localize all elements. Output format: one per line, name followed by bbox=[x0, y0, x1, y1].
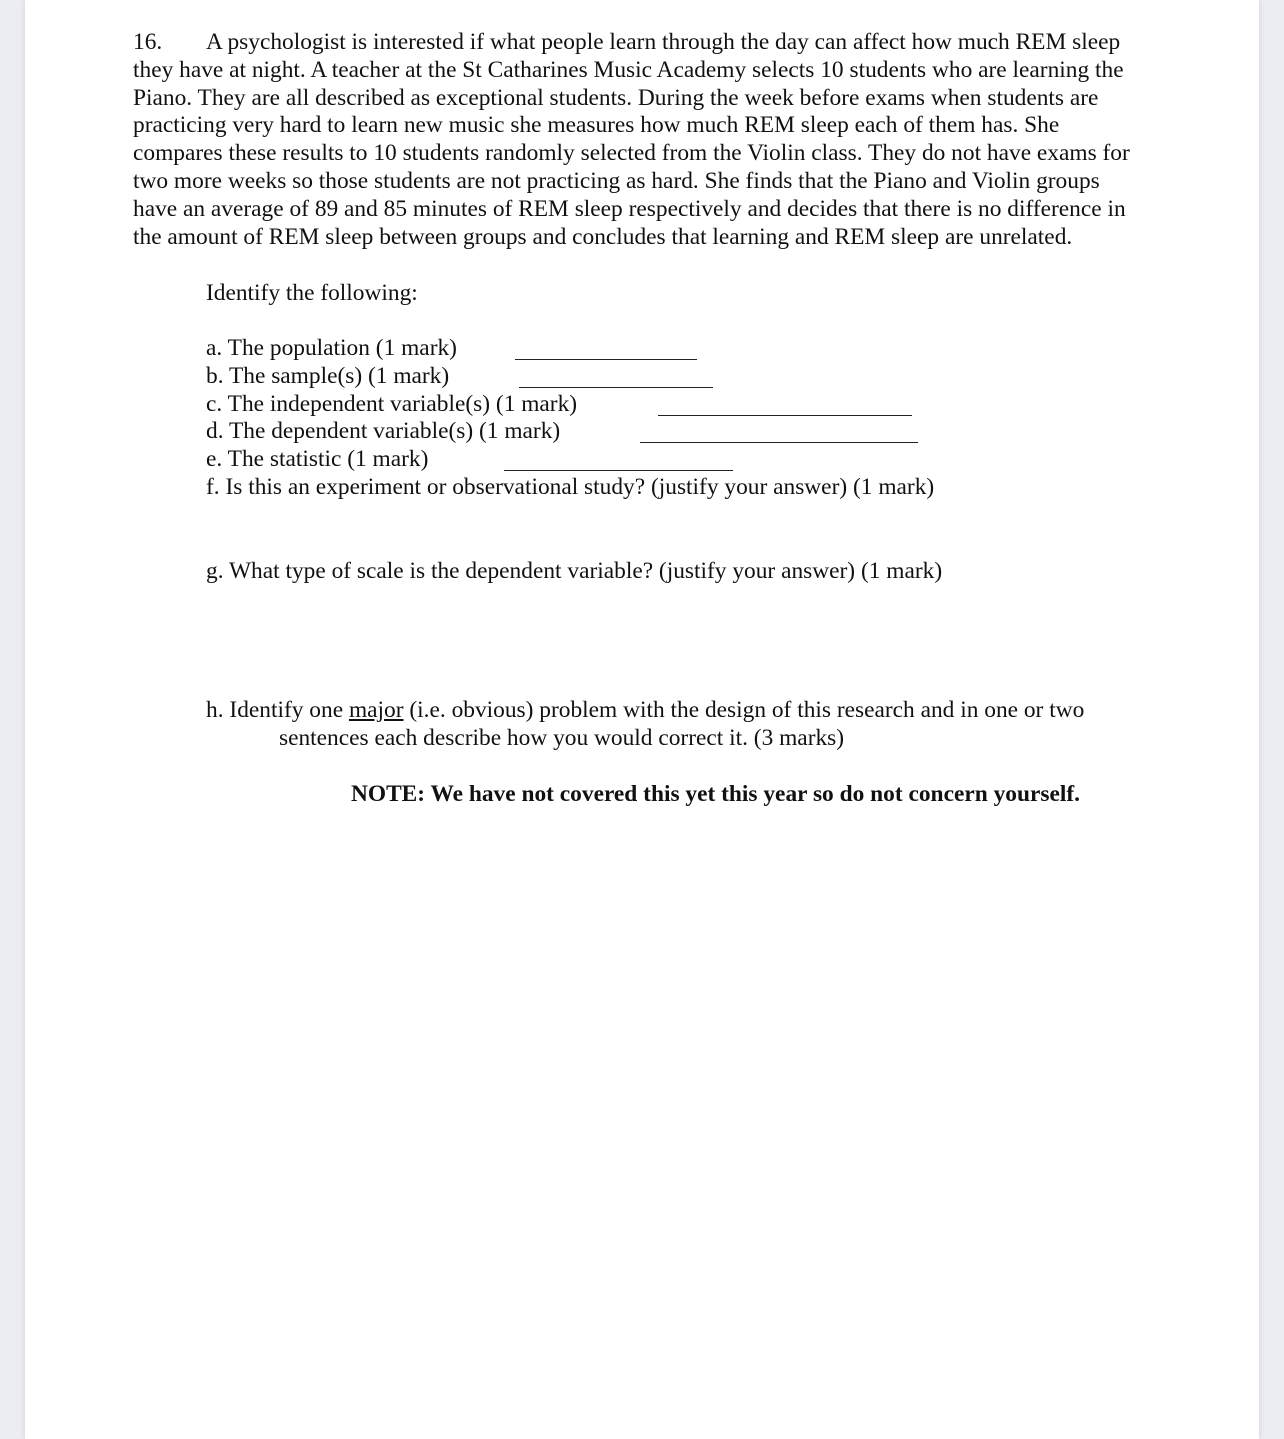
sub-question-c bbox=[206, 391, 934, 419]
item-letter: g. bbox=[206, 558, 224, 584]
paragraph-line: Piano. They are all described as exceptional students. During the week before exams when students are bbox=[133, 84, 1099, 111]
item-text-before: Identify one bbox=[229, 697, 344, 723]
item-text: The population (1 mark) bbox=[227, 335, 457, 361]
instruction-text: Identify the following: bbox=[206, 280, 418, 306]
sub-question-d bbox=[206, 418, 934, 446]
item-letter: a. bbox=[206, 335, 223, 361]
sub-question-b bbox=[206, 363, 934, 391]
paragraph-line-text: A psychologist is interested if what people learn through the day can affect how much REM sleep bbox=[206, 29, 1121, 55]
underlined-word: major bbox=[348, 697, 404, 723]
item-text-after: (i.e. obvious) problem with the design of this research and in one or two bbox=[409, 697, 1085, 723]
document-page bbox=[25, 0, 1259, 1439]
item-letter: c. bbox=[206, 390, 223, 417]
paragraph-line bbox=[133, 29, 1178, 57]
answer-blank-e[interactable] bbox=[504, 470, 733, 471]
answer-blank-b[interactable] bbox=[519, 387, 713, 388]
sub-question-f bbox=[206, 474, 934, 502]
item-text: Is this an experiment or observational study? (justify your answer) (1 mark) bbox=[225, 473, 935, 500]
answer-blank-a[interactable] bbox=[515, 359, 697, 360]
item-text: The sample(s) (1 mark) bbox=[228, 362, 450, 389]
sub-question-h bbox=[206, 697, 1084, 753]
paragraph-line: the amount of REM sleep between groups and concludes that learning and REM sleep are unrelated. bbox=[133, 223, 1073, 250]
paragraph-line: compares these results to 10 students randomly selected from the Violin class. They do not have exams for bbox=[133, 140, 1130, 167]
paragraph-line: two more weeks so those students are not practicing as hard. She finds that the Piano and Violin groups bbox=[133, 167, 1100, 194]
sub-question-list bbox=[206, 335, 934, 502]
answer-blank-c[interactable] bbox=[658, 415, 912, 416]
item-letter: f. bbox=[206, 473, 220, 500]
item-letter: e. bbox=[206, 446, 223, 473]
sub-question-e bbox=[206, 446, 934, 474]
item-text: The independent variable(s) (1 mark) bbox=[227, 390, 578, 417]
answer-blank-d[interactable] bbox=[640, 442, 918, 443]
item-letter: b. bbox=[206, 362, 224, 389]
question-paragraph bbox=[133, 29, 1178, 251]
paragraph-line: practicing very hard to learn new music she measures how much REM sleep each of them has. She bbox=[133, 112, 1060, 139]
paragraph-line: they have at night. A teacher at the St Catharines Music Academy selects 10 students who are learning the bbox=[133, 56, 1124, 83]
item-text: What type of scale is the dependent variable? (justify your answer) (1 mark) bbox=[228, 558, 943, 584]
item-text: The dependent variable(s) (1 mark) bbox=[228, 418, 561, 445]
question-number: 16. bbox=[133, 29, 163, 55]
item-letter: d. bbox=[206, 418, 224, 445]
item-text-line2: sentences each describe how you would correct it. (3 marks) bbox=[279, 724, 845, 751]
note-text: NOTE: We have not covered this yet this year so do not concern yourself. bbox=[351, 781, 1080, 807]
item-letter: h. bbox=[206, 697, 224, 723]
sub-question-a bbox=[206, 335, 934, 363]
item-text: The statistic (1 mark) bbox=[227, 446, 429, 473]
paragraph-line: have an average of 89 and 85 minutes of REM sleep respectively and decides that there is no difference in bbox=[133, 195, 1126, 222]
sub-question-g bbox=[206, 558, 942, 586]
